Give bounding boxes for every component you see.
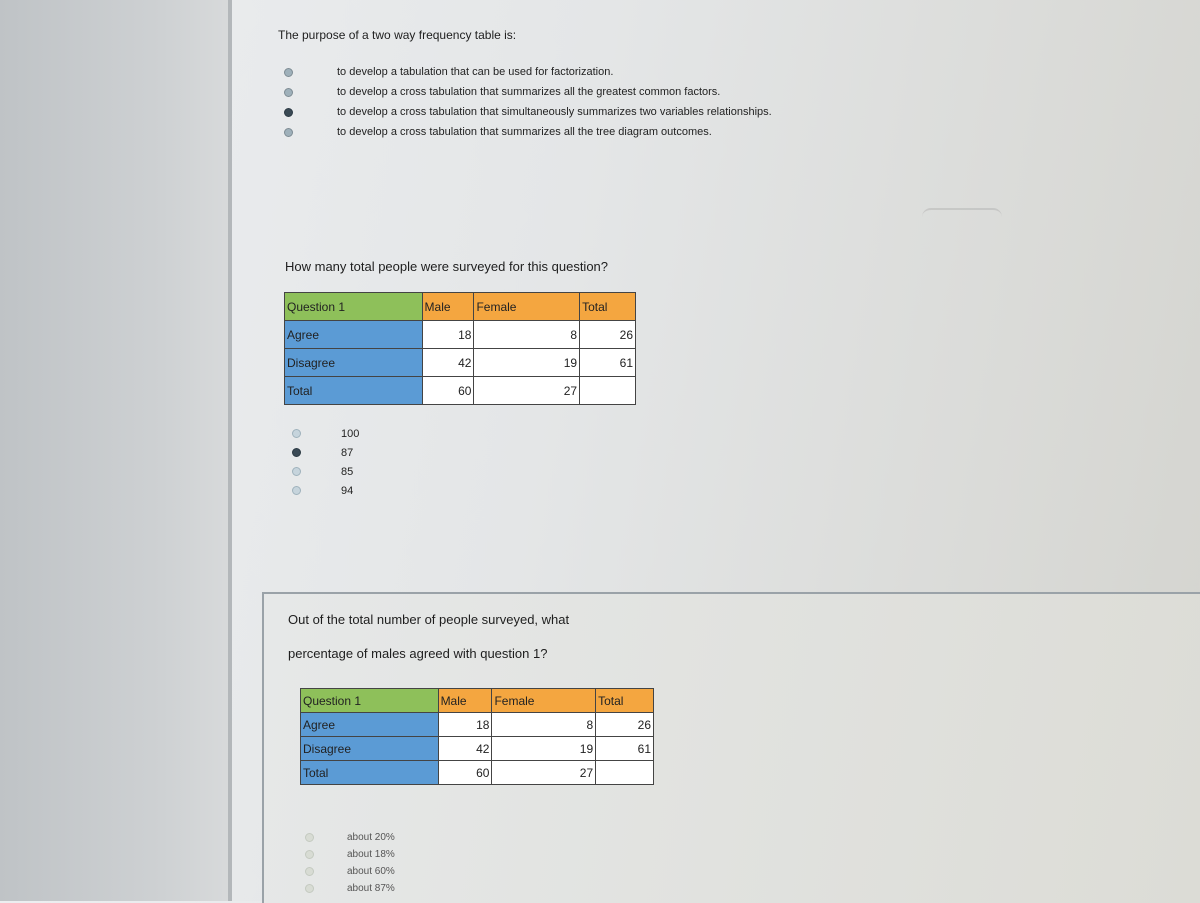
header-male: Male: [422, 293, 474, 321]
radio-button-selected[interactable]: [284, 108, 293, 117]
cell-male: 42: [438, 737, 492, 761]
q1-option-3[interactable]: [284, 104, 772, 120]
cell-male: 60: [438, 761, 492, 785]
panel-edge: [228, 0, 232, 901]
q2-option-4-label: 94: [341, 484, 354, 497]
radio-button[interactable]: [305, 850, 314, 859]
q1-option-4-label: to develop a cross tabulation that summarizes all the tree diagram outcomes.: [337, 126, 712, 138]
q3-option-3[interactable]: [305, 863, 395, 880]
cell-male: 18: [438, 713, 492, 737]
cell-total: 26: [596, 713, 654, 737]
question-1-options: [284, 64, 772, 140]
header-question: Question 1: [285, 293, 423, 321]
row-label: Agree: [301, 713, 439, 737]
left-panel: [0, 0, 232, 901]
cell-male: 18: [422, 321, 474, 349]
question-2-options: [292, 424, 359, 500]
q2-option-2[interactable]: [292, 443, 359, 462]
table-row: [301, 737, 654, 761]
radio-button[interactable]: [292, 486, 301, 495]
screen-glare: [922, 208, 1002, 226]
question-1-prompt: The purpose of a two way frequency table is:: [278, 28, 517, 42]
radio-button[interactable]: [284, 88, 293, 97]
q1-option-1[interactable]: [284, 64, 772, 80]
radio-button[interactable]: [292, 467, 301, 476]
question-2-prompt: How many total people were surveyed for this question?: [285, 259, 609, 274]
question-3-prompt-line-1: Out of the total number of people surveyed, what: [288, 612, 570, 627]
header-male: Male: [438, 689, 492, 713]
row-label: Disagree: [301, 737, 439, 761]
q1-option-1-label: to develop a tabulation that can be used for factorization.: [337, 66, 614, 78]
q3-option-4-label: about 87%: [347, 883, 395, 894]
table-row: [301, 761, 654, 785]
header-total: Total: [580, 293, 636, 321]
q2-option-4[interactable]: [292, 481, 359, 500]
q3-option-4[interactable]: [305, 880, 395, 897]
cell-female: 27: [492, 761, 596, 785]
radio-button[interactable]: [305, 884, 314, 893]
row-label: Disagree: [285, 349, 423, 377]
question-3-options: [305, 829, 395, 897]
table-row: [285, 349, 636, 377]
row-label: Agree: [285, 321, 423, 349]
question-3-prompt-line-2: percentage of males agreed with question 1?: [288, 646, 548, 661]
header-female: Female: [492, 689, 596, 713]
q2-option-1[interactable]: [292, 424, 359, 443]
q3-option-3-label: about 60%: [347, 866, 395, 877]
header-total: Total: [596, 689, 654, 713]
radio-button[interactable]: [305, 867, 314, 876]
cell-female: 8: [474, 321, 580, 349]
header-question: Question 1: [301, 689, 439, 713]
frequency-table: [284, 292, 636, 405]
q2-option-3[interactable]: [292, 462, 359, 481]
radio-button[interactable]: [305, 833, 314, 842]
table-row: [285, 377, 636, 405]
q3-option-2-label: about 18%: [347, 849, 395, 860]
table-header-row: [301, 689, 654, 713]
radio-button[interactable]: [284, 68, 293, 77]
q3-option-1[interactable]: [305, 829, 395, 846]
question-1: [278, 28, 516, 42]
cell-total: 61: [580, 349, 636, 377]
frequency-table: [300, 688, 654, 785]
q1-option-3-label: to develop a cross tabulation that simultaneously summarizes two variables relationships.: [337, 106, 772, 118]
q1-option-2-label: to develop a cross tabulation that summarizes all the greatest common factors.: [337, 86, 721, 98]
table-row: [285, 321, 636, 349]
cell-total: 61: [596, 737, 654, 761]
q1-option-4[interactable]: [284, 124, 772, 140]
radio-button[interactable]: [292, 429, 301, 438]
q3-option-2[interactable]: [305, 846, 395, 863]
cell-female: 27: [474, 377, 580, 405]
cell-total: [580, 377, 636, 405]
cell-female: 19: [492, 737, 596, 761]
cell-female: 8: [492, 713, 596, 737]
header-female: Female: [474, 293, 580, 321]
radio-button-selected[interactable]: [292, 448, 301, 457]
q2-option-1-label: 100: [341, 427, 360, 440]
radio-button[interactable]: [284, 128, 293, 137]
cell-female: 19: [474, 349, 580, 377]
cell-total: [596, 761, 654, 785]
cell-male: 60: [422, 377, 474, 405]
q2-option-3-label: 85: [341, 465, 354, 478]
table-row: [301, 713, 654, 737]
cell-male: 42: [422, 349, 474, 377]
q1-option-2[interactable]: [284, 84, 772, 100]
q2-option-2-label: 87: [341, 446, 354, 459]
row-label: Total: [301, 761, 439, 785]
row-label: Total: [285, 377, 423, 405]
q3-option-1-label: about 20%: [347, 832, 395, 843]
cell-total: 26: [580, 321, 636, 349]
table-header-row: [285, 293, 636, 321]
